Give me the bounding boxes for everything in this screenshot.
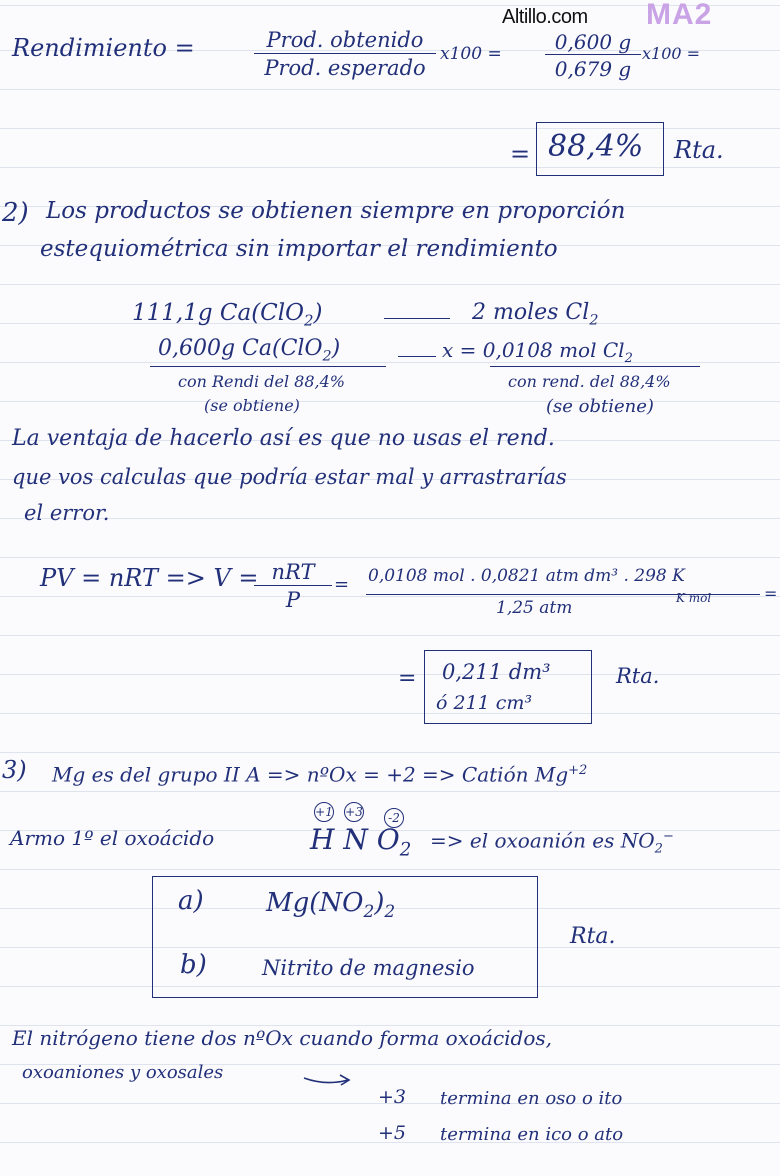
ideal-gas-calc-numerator: 0,0108 mol . 0,0821 atm dm³ . 298 K	[368, 566, 685, 586]
ideal-gas-calc-denominator: 1,25 atm	[496, 598, 573, 618]
stoich-arrow-1	[384, 318, 450, 319]
oxoanion-text: => el oxoanión es $NO_2^-$	[430, 828, 674, 857]
yield-result-equals: =	[510, 140, 531, 168]
ideal-gas-fraction	[254, 562, 332, 611]
yield-rta: Rta.	[674, 136, 724, 164]
advantage-line-3: el error.	[24, 501, 110, 525]
nitrogen-line-2: oxoaniones y oxosales	[22, 1062, 224, 1083]
answer-b-label: b)	[180, 950, 207, 980]
oxidation-state-n: +3	[344, 802, 364, 822]
ideal-gas-equals: =	[334, 574, 350, 595]
nitrogen-ox-plus5-rule: termina en ico o ato	[440, 1124, 624, 1145]
stoich-underline-left	[150, 366, 386, 367]
answer-a-label: a)	[178, 886, 204, 916]
advantage-line-2: que vos calculas que podría estar mal y arrastrarías	[12, 465, 567, 489]
ideal-gas-tail: =	[764, 584, 778, 603]
answer-a-formula: $Mg(NO_2)_2$	[266, 888, 396, 922]
answer-rta: Rta.	[570, 924, 616, 949]
oxidation-state-o: -2	[384, 808, 404, 828]
ideal-gas-calc-unit: K mol	[676, 591, 712, 605]
yield-numerator: Prod. obtenido	[254, 30, 436, 54]
nitrous-acid-formula: H N $O_2$	[310, 823, 412, 861]
stoich-row-2-right: x = 0,0108 mol $Cl_2$	[442, 338, 633, 366]
yield-denominator: Prod. esperado	[264, 56, 426, 80]
yield-times: x100 =	[440, 44, 502, 64]
volume-result-dm3: 0,211 dm³	[442, 660, 551, 684]
nitrogen-ox-plus3: +3	[378, 1086, 407, 1108]
stoich-row-2-left: 0,600g Ca(ClO$_2$)	[158, 336, 341, 365]
yield-fraction	[254, 30, 436, 79]
yield-times-2: x100 =	[642, 44, 701, 63]
volume-result-cm3: ó 211 cm³	[436, 692, 533, 714]
part3-line-1: Mg es del grupo II A => nºOx = +2 => Catión $Mg^{+2}$	[52, 762, 588, 787]
stoich-arrow-2	[398, 356, 436, 357]
nitrogen-ox-plus5: +5	[378, 1122, 407, 1144]
note-left-1: con Rendi del 88,4%	[178, 372, 345, 391]
nitrogen-line-1: El nitrógeno tiene dos nºOx cuando forma oxoácidos,	[12, 1026, 552, 1050]
answer-b-name: Nitrito de magnesio	[262, 956, 475, 980]
question-3-number: 3)	[2, 756, 27, 784]
advantage-line-1: La ventaja de hacerlo así es que no usas el rend.	[12, 426, 555, 451]
yield-numerator-value: 0,600 g	[545, 32, 641, 55]
yield-denominator-value: 0,679 g	[554, 57, 632, 81]
ideal-gas-left: PV = nRT => V =	[40, 564, 259, 592]
volume-rta: Rta.	[616, 664, 660, 688]
oxidation-state-h: +1	[314, 802, 334, 822]
part2-line-2: estequiométrica sin importar el rendimiento	[40, 236, 558, 262]
ma2-stamp: MA2	[646, 0, 713, 31]
yield-label: Rendimiento =	[12, 34, 195, 62]
yield-result: 88,4%	[548, 129, 644, 164]
stoich-underline-right	[490, 366, 700, 367]
note-left-2: (se obtiene)	[204, 396, 300, 415]
question-2-number: 2)	[2, 198, 29, 228]
nitrogen-ox-plus3-rule: termina en oso o ito	[440, 1088, 623, 1109]
ideal-gas-denominator: P	[285, 588, 301, 612]
volume-result-equals: =	[398, 666, 417, 691]
stoich-row-1-right: 2 moles $Cl_2$	[472, 300, 599, 329]
stoich-row-1-left: 111,1g Ca(ClO$_2$)	[132, 300, 323, 330]
ideal-gas-numerator: nRT	[254, 562, 332, 586]
altillo-logo: Altillo.com	[502, 6, 588, 28]
arrow-icon	[302, 1070, 352, 1090]
note-right-2: (se obtiene)	[546, 396, 654, 417]
part3-line-2: Armo 1º el oxoácido	[10, 826, 215, 850]
note-right-1: con rend. del 88,4%	[508, 372, 671, 391]
yield-fraction-values	[545, 32, 641, 79]
part2-line-1: Los productos se obtienen siempre en proporción	[46, 198, 626, 224]
